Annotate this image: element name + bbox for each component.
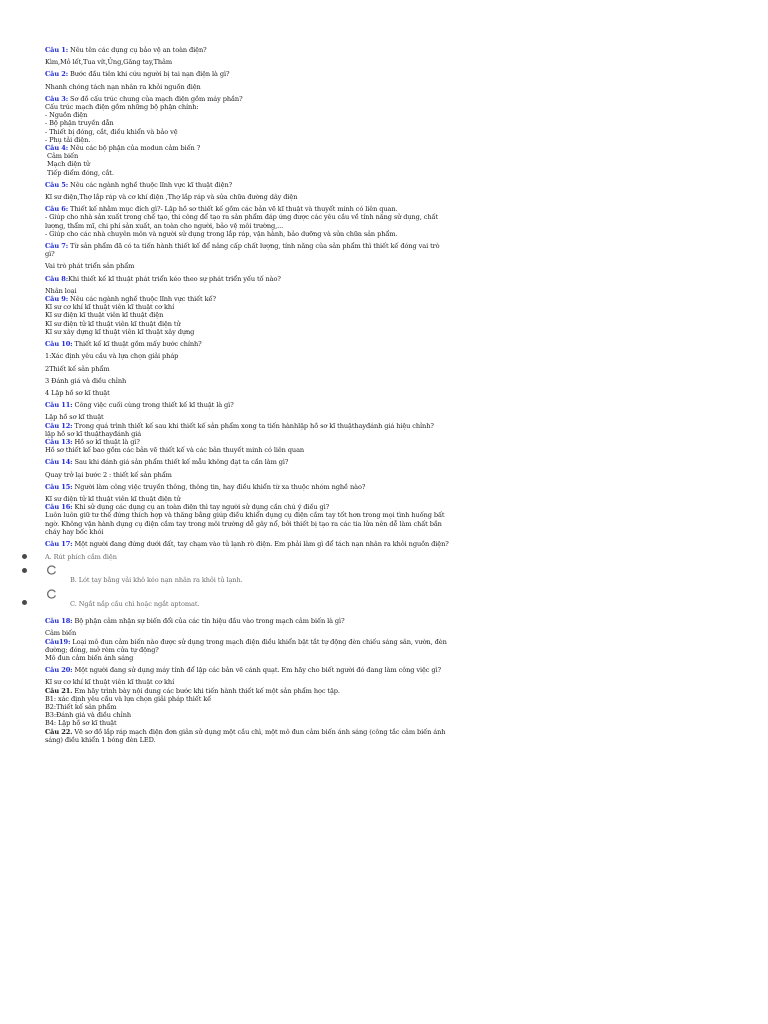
question-number: Câu 9:	[45, 295, 69, 304]
answer-9-line: Kĩ sư cơ khí kĩ thuật viên kĩ thuật cơ khí	[45, 303, 175, 312]
answer-13: Hồ sơ thiết kế bao gồm các bản vẽ thiết kế và các bản thuyết minh có liên quan	[45, 446, 305, 455]
answer-18: Cảm biến	[45, 629, 77, 638]
question-text: Khi sử dụng các dụng cụ an toàn điện thì tay người sử dụng cần chú ý điều gì?	[72, 503, 330, 512]
question-text: Người làm công việc truyền thông, thông tin, hay điều khiển từ xa thuộc nhóm nghề nào?	[72, 482, 366, 491]
question-number: Câu 11:	[45, 401, 73, 410]
answer-21-line: B4: Lập hồ sơ kĩ thuật	[45, 719, 117, 728]
question-number: Câu 2:	[45, 70, 69, 79]
question-text: Loại mô đun cảm biến nào được sử dụng trong mạch điện điều khiển bật tắt tự động đèn chiếu sáng sân, vườn, đèn đường; đóng, mở rèm cửa tự động?	[45, 637, 447, 654]
question-text: Nêu tên các dụng cụ bảo vệ an toàn điện?	[68, 46, 207, 54]
question-number: Câu 4:	[45, 144, 69, 153]
question-4	[45, 144, 450, 152]
question-text: Một người đang đứng dưới đất, tay chạm vào tủ lạnh rò điện. Em phải làm gì để tách nạn nhân ra khỏi nguồn điện?	[72, 539, 449, 548]
answer-21-line: B1: xác định yêu cầu và lựa chọn giải pháp thiết kế	[45, 694, 212, 703]
question-text: Nêu các bộ phận của modun cảm biến ?	[68, 144, 201, 153]
question-18	[45, 617, 450, 625]
answer-4-line: Tiếp điểm đóng, cắt.	[45, 168, 114, 177]
question-text: Vẽ sơ đồ lắp ráp mạch điện đơn giản sử dụng một cầu chì, một mô đun cảm biến ánh sáng (công tắc cảm biến ánh sáng) điều khiển 1 bóng đèn LED.	[45, 727, 446, 744]
question-text: Nêu các ngành nghề thuộc lĩnh vực kĩ thuật điện?	[68, 180, 233, 189]
question-number: Câu 14:	[45, 458, 73, 467]
answer-14: Quay trở lại bước 2 : thiết kế sản phẩm	[45, 470, 172, 479]
answer-21-line: B3:Đánh giá và điều chỉnh	[45, 711, 131, 720]
question-number: Câu 13:	[45, 437, 73, 446]
answer-7: Vai trò phát triển sản phẩm	[45, 262, 135, 271]
question-12	[45, 422, 450, 430]
answer-2: Nhanh chóng tách nạn nhân ra khỏi nguồn điện	[45, 82, 201, 91]
question-text: Nêu các ngành nghề thuộc lĩnh vực thiết kế?	[68, 295, 216, 304]
question-number: Câu 1:	[45, 46, 69, 54]
question-3	[45, 95, 450, 103]
option-a-row[interactable]	[45, 553, 450, 567]
bullet-icon	[22, 600, 27, 605]
answer-10-step: 4 Lập hồ sơ kĩ thuật	[45, 388, 110, 397]
question-15	[45, 483, 450, 491]
answer-4-line: Mạch điện tử	[45, 160, 90, 169]
option-c-label[interactable]: C. Ngắt nắp cầu chì hoặc ngắt aptomat.	[70, 600, 200, 609]
document-body	[45, 46, 450, 744]
option-a-label[interactable]: A. Rút phích cắm điện	[45, 553, 117, 562]
question-number: Câu 22.	[45, 727, 73, 736]
question-2	[45, 70, 450, 78]
question-text: Khi thiết kế kĩ thuật phát triển kéo theo sự phát triển yếu tố nào?	[68, 274, 281, 283]
answer-3-line: - Nguồn điện	[45, 111, 88, 120]
question-22	[45, 728, 450, 744]
question-14	[45, 458, 450, 466]
question-number: Câu 5:	[45, 180, 69, 189]
question-number: Câu 3:	[45, 94, 69, 103]
answer-4-line: Cảm biến	[45, 152, 79, 161]
answer-9-line: Kĩ sư điện kĩ thuật viên kĩ thuật điện	[45, 311, 164, 320]
question-text: Một người đang sử dụng máy tính để lập các bản vẽ cánh quạt. Em hãy cho biết người đó đang làm công việc gì?	[72, 666, 441, 675]
radio-button-icon[interactable]	[47, 589, 57, 599]
answer-3-line: - Thiết bị đóng, cắt, điều khiển và bảo vệ	[45, 127, 178, 136]
answer-1: Kìm,Mỏ lết,Tua vít,Ủng,Găng tay,Thảm	[45, 58, 172, 67]
question-number: Câu 8:	[45, 274, 69, 283]
answer-10-step: 2Thiết kế sản phẩm	[45, 364, 110, 373]
answer-10-step: 1:Xác định yêu cầu và lựa chọn giải pháp	[45, 352, 179, 361]
question-text: Bộ phận cảm nhận sự biến đổi của các tín hiệu đầu vào trong mạch cảm biến là gì?	[72, 617, 345, 626]
question-20	[45, 666, 450, 674]
question-number: Câu 18:	[45, 617, 73, 626]
question-text: Từ sản phẩm đã có ta tiến hành thiết kế để nâng cấp chất lượng, tính năng của sản phẩm thì thiết kế đóng vai trò gì?	[45, 242, 440, 259]
question-number: Câu 6:	[45, 205, 69, 214]
answer-3-line: - Bộ phận truyền dẫn	[45, 119, 114, 128]
answer-21-line: B2:Thiết kế sản phẩm	[45, 702, 117, 711]
question-number: Câu 15:	[45, 482, 73, 491]
option-c-row[interactable]	[45, 591, 450, 613]
question-17	[45, 540, 450, 548]
question-text: Bước đầu tiên khi cứu người bị tai nạn điện là gì?	[68, 70, 230, 79]
answer-3-line: Cấu trúc mạch điện gồm những bộ phận chính:	[45, 103, 199, 112]
question-1	[45, 46, 450, 54]
answer-6-line: - Giúp cho các nhà chuyên môn và người sử dụng trong lắp ráp, vận hành, bảo dưỡng và sửa chữa sản phẩm.	[45, 229, 398, 238]
bullet-icon	[22, 554, 27, 559]
question-text: Em hãy trình bày nội dung các bước khi tiến hành thiết kế một sản phẩm học tập.	[72, 686, 340, 695]
question-text: Công việc cuối cùng trong thiết kế kĩ thuật là gì?	[72, 401, 234, 410]
question-text: Thiết kế kĩ thuật gồm mấy bước chính?	[72, 340, 202, 349]
answer-3-line: - Phụ tải điện.	[45, 135, 91, 144]
question-number: Câu19:	[45, 637, 71, 646]
question-text: Sau khi đánh giá sản phẩm thiết kế mẫu không đạt ta cần làm gì?	[72, 458, 289, 467]
answer-12: lập hồ sơ kĩ thuậthayđánh giá	[45, 429, 142, 438]
question-number: Câu 21.	[45, 686, 73, 695]
answer-9-line: Kĩ sư xây dựng kĩ thuật viên kĩ thuật xây dựng	[45, 327, 195, 336]
question-13	[45, 438, 450, 446]
answer-5: Kĩ sư điện,Thợ lắp ráp và cơ khí điện ,Thợ lắp ráp và sửa chữa đường dây điện	[45, 193, 298, 202]
question-9	[45, 295, 450, 303]
question-8	[45, 275, 450, 283]
question-10	[45, 340, 450, 348]
question-11	[45, 401, 450, 409]
question-21	[45, 687, 450, 695]
answer-20: Kĩ sư cơ khí kĩ thuật viên kĩ thuật cơ khí	[45, 678, 175, 687]
question-number: Câu 20:	[45, 666, 73, 675]
question-text: Hồ sơ kĩ thuật là gì?	[72, 437, 140, 446]
answer-15: Kĩ sư điện tử kĩ thuật viên kĩ thuật điện tử	[45, 494, 181, 503]
question-19	[45, 638, 450, 654]
option-b-label[interactable]: B. Lót tay bằng vải khô kéo nạn nhân ra khỏi tủ lạnh.	[70, 576, 243, 585]
question-number: Câu 12:	[45, 421, 73, 430]
question-number: Câu 16:	[45, 503, 73, 512]
question-7	[45, 242, 450, 258]
question-number: Câu 7:	[45, 242, 69, 251]
answer-9-line: Kĩ sư điện tử kĩ thuật viên kĩ thuật điện tử	[45, 319, 181, 328]
question-number: Câu 17:	[45, 539, 73, 548]
answer-16: Luôn luôn giữ tư thế đứng thích hợp và thăng bằng giúp điều khiển dụng cụ điện cầm tay tốt hơn trong mọi tình huống bất ngờ. Không vận hành dụng cụ điện cầm tay trong môi trường dễ gây nổ, bởi thiết bị tạo ra các tia lửa nên dễ làm chất bắn cháy hay bốc khói	[45, 511, 445, 536]
answer-8: Nhân loại	[45, 286, 77, 295]
answer-10-step: 3 Đánh giá và điều chỉnh	[45, 376, 127, 385]
bullet-icon	[22, 568, 27, 573]
answer-19: Mô đun cảm biến ánh sáng	[45, 653, 134, 662]
radio-button-icon[interactable]	[47, 565, 57, 575]
question-text: Thiết kế nhằm mục đích gì?- Lập hồ sơ thiết kế gồm các bản vẽ kĩ thuật và thuyết minh có liên quan.	[68, 205, 398, 214]
question-5	[45, 181, 450, 189]
question-text: Sơ đồ cấu trúc chung của mạch điện gồm máy phần?	[68, 94, 243, 103]
option-b-row[interactable]	[45, 567, 450, 591]
question-number: Câu 10:	[45, 340, 73, 349]
answer-11: Lập hồ sơ kĩ thuật	[45, 413, 104, 422]
answer-6-line: - Giúp cho nhà sản xuất trong chế tạo, thi công để tạo ra sản phẩm đáp ứng được các yêu cầu về tính năng sử dụng, chất lượng, thẩm mĩ, chi phí sản xuất, an toàn cho người, bảo vệ môi trường,...	[45, 213, 439, 230]
question-text: Trong quá trình thiết kế sau khi thiết kế sản phẩm xong ta tiến hànhlập hồ sơ kĩ thuậthayđánh giá hiệu chỉnh?	[72, 421, 434, 430]
